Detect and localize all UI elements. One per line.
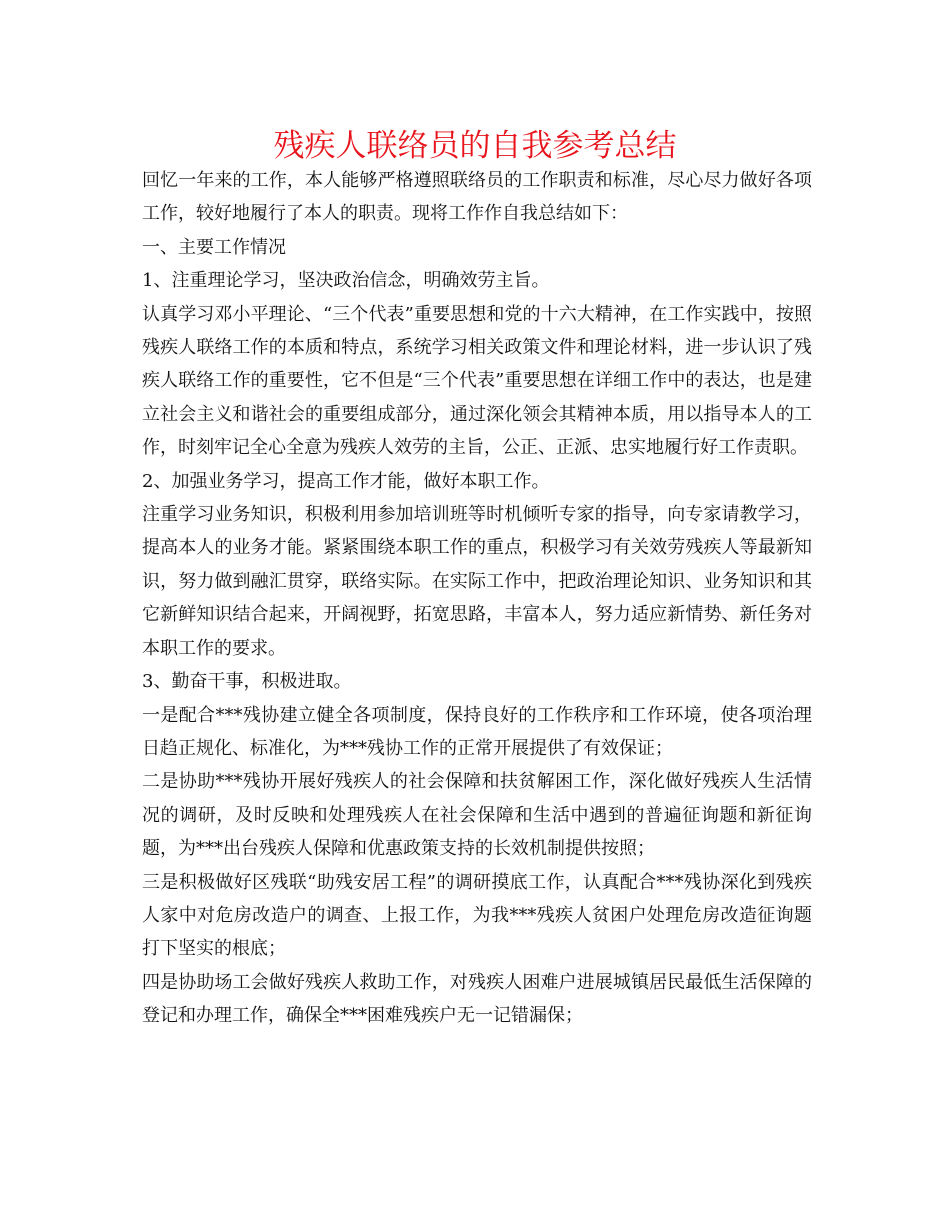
document-title: 残疾人联络员的自我参考总结 xyxy=(273,128,677,164)
paragraph-item-one: 一是配合***残协建立健全各项制度，保持良好的工作秩序和工作环境，使各项治理日趋正规化、标准化，为***残协工作的正常开展提供了有效保证； xyxy=(142,704,812,759)
paragraph-business-study: 注重学习业务知识，积极利用参加培训班等时机倾听专家的指导，向专家请教学习，提高本人的业务才能。紧紧围绕本职工作的重点，积极学习有关效劳残疾人等最新知识，努力做到融汇贯穿，联络实际。在实际工作中，把政治理论知识、业务知识和其它新鲜知识结合起来，开阔视野，拓宽思路，丰富本人，努力适应新情势、新任务对本职工作的要求。 xyxy=(142,504,812,659)
paragraph-theory-study: 认真学习邓小平理论、“三个代表”重要思想和党的十六大精神，在工作实践中，按照残疾人联络工作的本质和特点，系统学习相关政策文件和理论材料，进一步认识了残疾人联络工作的重要性，它不但是“三个代表”重要思想在详细工作中的表达，也是建立社会主义和谐社会的重要组成部分，通过深化领会其精神本质，用以指导本人的工作，时刻牢记全心全意为残疾人效劳的主旨，公正、正派、忠实地履行好工作责职。 xyxy=(142,303,812,459)
paragraph-intro: 回忆一年来的工作，本人能够严格遵照联络员的工作职责和标准，尽心尽力做好各项工作，较好地履行了本人的职责。现将工作作自我总结如下： xyxy=(142,170,812,225)
document-body xyxy=(142,164,812,1033)
subheading-diligence: 3、勤奋干事，积极进取。 xyxy=(142,671,352,693)
subheading-theory-study: 1、注重理论学习，坚决政治信念，明确效劳主旨。 xyxy=(142,270,550,292)
paragraph-item-two: 二是协助***残协开展好残疾人的社会保障和扶贫解困工作，深化做好残疾人生活情况的调研，及时反映和处理残疾人在社会保障和生活中遇到的普遍征询题和新征询题，为***出台残疾人保障和优惠政策支持的长效机制提供按照； xyxy=(142,771,812,860)
paragraph-item-three: 三是积极做好区残联“助残安居工程”的调研摸底工作，认真配合***残协深化到残疾人家中对危房改造户的调查、上报工作，为我***残疾人贫困户处理危房改造征询题打下坚实的根底； xyxy=(142,871,812,960)
subheading-business-study: 2、加强业务学习，提高工作才能，做好本职工作。 xyxy=(142,470,550,492)
section-heading-main-work: 一、主要工作情况 xyxy=(142,236,286,258)
paragraph-item-four: 四是协助场工会做好残疾人救助工作，对残疾人困难户进展城镇居民最低生活保障的登记和办理工作，确保全***困难残疾户无一记错漏保； xyxy=(142,971,812,1027)
